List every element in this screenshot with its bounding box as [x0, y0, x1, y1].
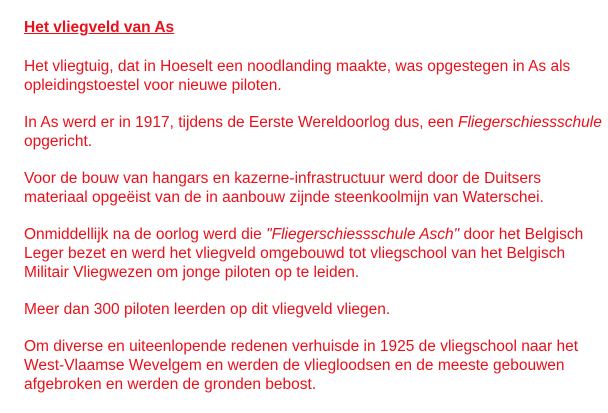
- paragraph-3-text: Voor de bouw van hangars en kazerne-infrastructuur werd door de Duitsers materiaal opgeëist van de in aanbouw zijnde steenkoolmijn van Waterschei.: [24, 170, 544, 206]
- paragraph-5-text: Meer dan 300 piloten leerden op dit vliegveld vliegen.: [24, 301, 391, 318]
- paragraph-5: [24, 300, 604, 319]
- paragraph-4: [24, 225, 604, 282]
- paragraph-4-text-start: Onmiddellijk na de oorlog werd die: [24, 226, 267, 243]
- page-title: Het vliegveld van As: [24, 19, 175, 36]
- paragraph-6-text: Om diverse en uiteenlopende redenen verhuisde in 1925 de vliegschool naar het West-Vlaamse Wevelgem en werden de vliegloodsen en de meeste gebouwen afgebroken en werden de gronden bebost.: [24, 338, 579, 393]
- paragraph-1: [24, 57, 604, 95]
- article: [24, 18, 604, 412]
- paragraph-2: [24, 113, 604, 151]
- paragraph-1-text: Het vliegtuig, dat in Hoeselt een noodlanding maakte, was opgestegen in As als opleidingstoestel voor nieuwe piloten.: [24, 58, 571, 94]
- paragraph-2-text-end: opgericht.: [24, 133, 93, 150]
- paragraph-2-italic-term: Fliegerschiessschule: [457, 114, 602, 131]
- paragraph-4-italic-term: "Fliegerschiessschule Asch": [266, 226, 460, 243]
- paragraph-2-text-start: In As werd er in 1917, tijdens de Eerste Wereldoorlog dus, een: [24, 114, 458, 131]
- paragraph-3: [24, 169, 604, 207]
- paragraph-6: [24, 337, 604, 394]
- paragraph-4-text-end: door het Belgisch Leger bezet en werd het vliegveld omgebouwd tot vliegschool van het Belgisch Militair Vliegwezen om jonge piloten op te leiden.: [24, 226, 584, 281]
